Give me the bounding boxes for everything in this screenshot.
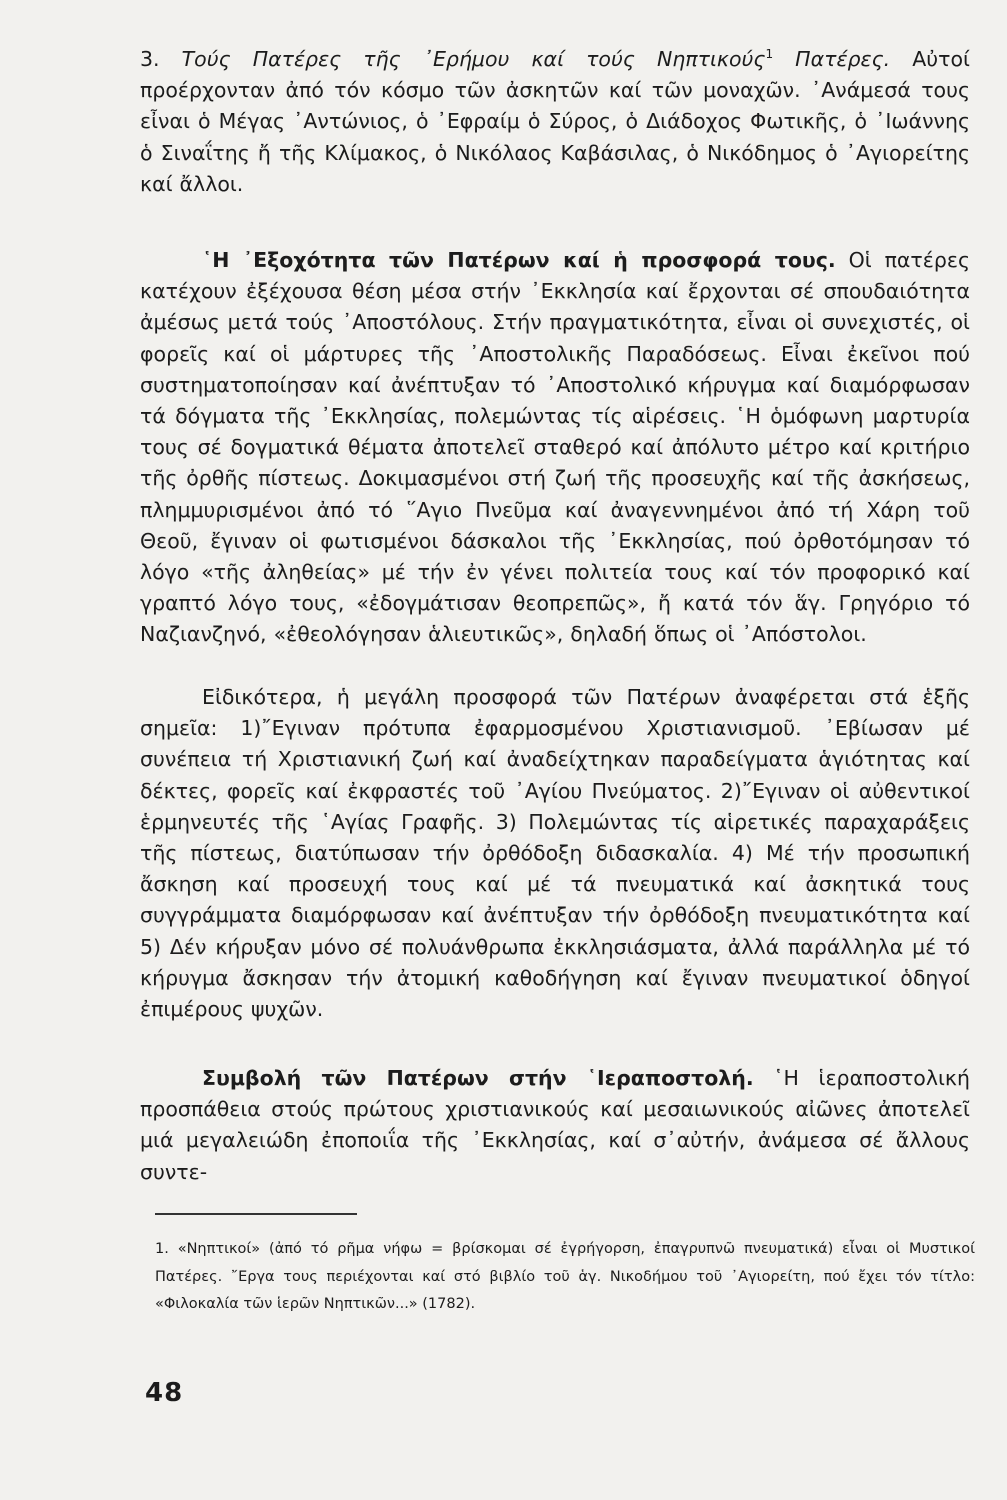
section-body: ῾Η ἱεραποστολική προσπάθεια στούς πρώτους χριστιανικούς καί μεσαιωνικούς αἰῶνες ἀποτελεῖ μιά μεγαλειώδη ἐποποιΐα τῆς ᾽Εκκλησίας, καί σ᾽αὐτήν, ἀνάμεσα σέ ἄλλους συντε- [140, 1066, 970, 1184]
footnote-text: 1. «Νηπτικοί» (ἀπό τό ρῆμα νήφω = βρίσκομαι σέ ἐγρήγορση, ἐπαγρυπνῶ πνευματικά) εἶναι οἱ Μυστικοί Πατέρες. ῎Εργα τους περιέχονται καί στό βιβλίο τοῦ ἁγ. Νικοδήμου τοῦ ᾽Αγιορείτη, πού ἔχει τόν τίτλο: «Φιλοκαλία τῶν ἱερῶν Νηπτικῶν...» (1782). [155, 1241, 975, 1312]
section-body: Οἱ πατέρες κατέχουν ἐξέχουσα θέση μέσα στήν ᾽Εκκλησία καί ἔρχονται σέ σπουδαιότητα ἀμέσως μετά τούς ᾽Αποστόλους. Στήν πραγματικότητα, εἶναι οἱ συνεχιστές, οἱ φορεῖς καί οἱ μάρτυρες τῆς ᾽Αποστολικῆς Παραδόσεως. Εἶναι ἐκεῖνοι πού συστηματοποίησαν καί ἀνέπτυξαν τό ᾽Αποστολικό κήρυγμα καί διαμόρφωσαν τά δόγματα τῆς ᾽Εκκλησίας, πολεμώντας τίς αἱρέσεις. ῾Η ὁμόφωνη μαρτυρία τους σέ δογματικά θέματα ἀποτελεῖ σταθερό καί ἀπόλυτο μέτρο καί κριτήριο τῆς ὀρθῆς πίστεως. Δοκιμασμένοι στή ζωή τῆς προσευχῆς καί τῆς ἀσκήσεως, πλημμυρισμένοι ἀπό τό ῞Αγιο Πνεῦμα καί ἀναγεννημένοι ἀπό τή Χάρη τοῦ Θεοῦ, ἔγιναν οἱ φωτισμένοι δάσκαλοι τῆς ᾽Εκκλησίας, πού ὀρθοτόμησαν τό λόγο «τῆς ἀληθείας» μέ τήν ἐν γένει πολιτεία τους καί τόν προφορικό καί γραπτό λόγο τους, «ἐδογμάτισαν θεοπρεπῶς», ἤ κατά τόν ἅγ. Γρηγόριο τό Ναζιανζηνό, «ἐθεολόγησαν ἁλιευτικῶς», δηλαδή ὅπως οἱ ᾽Απόστολοι. [140, 248, 970, 647]
section-contribution [140, 682, 970, 1025]
section-title-end: Πατέρες. [773, 47, 891, 71]
footnote-marker: 1 [765, 47, 774, 62]
page-number: 48 [145, 1378, 184, 1408]
footnote [155, 1236, 975, 1319]
section-fathers-of-desert [140, 44, 970, 200]
footnote-divider [155, 1213, 357, 1215]
section-excellence [140, 245, 970, 651]
section-heading: ῾Η ᾽Εξοχότητα τῶν Πατέρων καί ἡ προσφορά τους. [202, 248, 836, 272]
section-body: Αὐτοί προέρχονταν ἀπό τόν κόσμο τῶν ἀσκητῶν καί τῶν μοναχῶν. ᾽Ανάμεσά τους εἶναι ὁ Μέγας ᾽Αντώνιος, ὁ ᾽Εφραίμ ὁ Σύρος, ὁ Διάδοχος Φωτικῆς, ὁ ᾽Ιωάννης ὁ Σιναΐτης ἤ τῆς Κλίμακος, ὁ Νικόλαος Καβάσιλας, ὁ Νικόδημος ὁ ᾽Αγιορείτης καί ἄλλοι. [140, 47, 970, 196]
section-heading: Συμβολή τῶν Πατέρων στήν ῾Ιεραποστολή. [202, 1066, 754, 1090]
section-number: 3. [140, 47, 160, 71]
section-body: Εἰδικότερα, ἡ μεγάλη προσφορά τῶν Πατέρων ἀναφέρεται στά ἑξῆς σημεῖα: 1)῎Εγιναν πρότυπα ἐφαρμοσμένου Χριστιανισμοῦ. ᾽Εβίωσαν μέ συνέπεια τή Χριστιανική ζωή καί ἀναδείχτηκαν παραδείγματα ἁγιότητας καί δέκτες, φορεῖς καί ἐκφραστές τοῦ ᾽Αγίου Πνεύματος. 2)῎Εγιναν οἱ αὐθεντικοί ἑρμηνευτές τῆς ῾Αγίας Γραφῆς. 3) Πολεμώντας τίς αἱρετικές παραχαράξεις τῆς πίστεως, διατύπωσαν τήν ὀρθόδοξη διδασκαλία. 4) Μέ τήν προσωπική ἄσκηση καί προσευχή τους καί μέ τά πνευματικά καί ἀσκητικά τους συγγράμματα διαμόρφωσαν καί ἀνέπτυξαν τήν ὀρθόδοξη πνευματικότητα καί 5) Δέν κήρυξαν μόνο σέ πολυάνθρωπα ἐκκλησιάσματα, ἀλλά παράλληλα μέ τό κήρυγμα ἄσκησαν τήν ἀτομική καθοδήγηση καί ἔγιναν πνευματικοί ὁδηγοί ἐπιμέρους ψυχῶν. [140, 685, 970, 1022]
section-mission [140, 1063, 970, 1188]
section-title: Τούς Πατέρες τῆς ᾽Ερήμου καί τούς Νηπτικούς [181, 47, 766, 71]
